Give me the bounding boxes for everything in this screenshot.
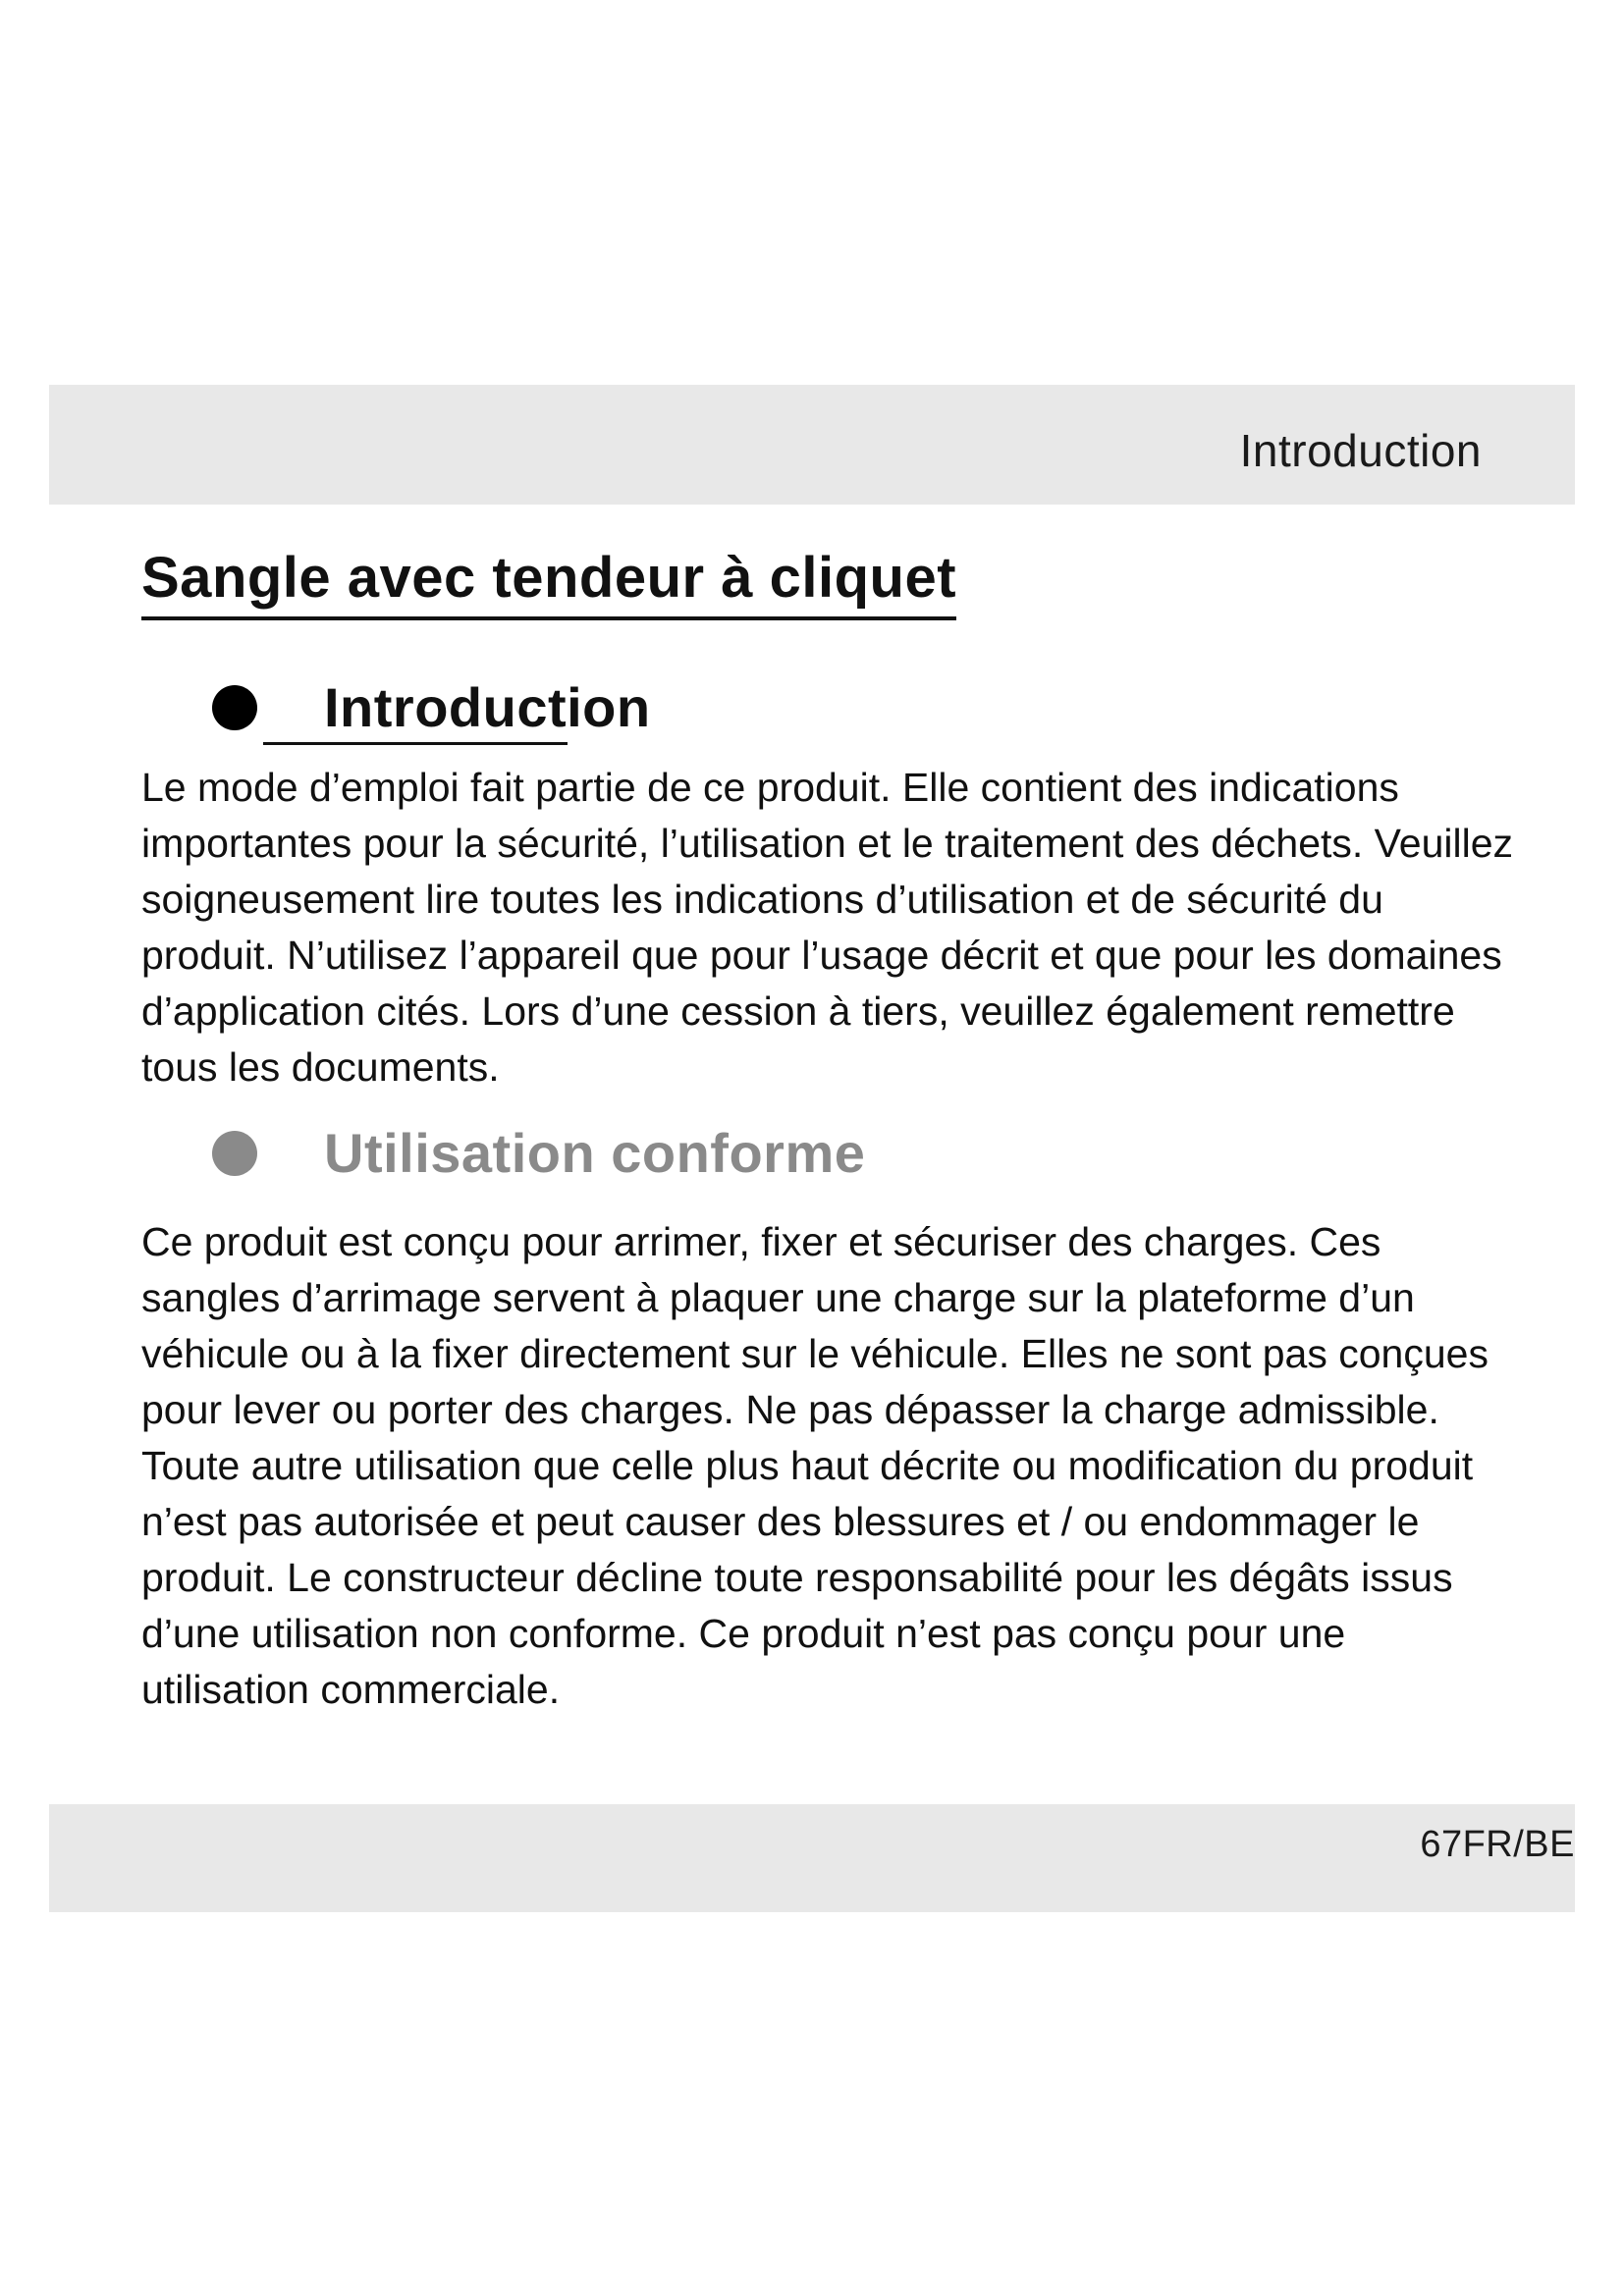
header-title: Introduction (1239, 425, 1482, 476)
bullet-icon (212, 1131, 257, 1176)
section-heading-text: Introduction (324, 676, 651, 738)
section-heading-utilisation-conforme (212, 1121, 865, 1185)
utilisation-conforme-paragraph: Ce produit est conçu pour arrimer, fixer et sécuriser des charges. Ces sangles d’arrimage servent à plaquer une charge sur la plateforme d’un véhicule ou à la fixer directement sur le véhicule. Elles ne sont pas conçues pour lever ou porter des charges. Ne pas dépasser la charge admissible. Toute autre utilisation que celle plus haut décrite ou modification du produit n’est pas autorisée et peut causer des blessures et / ou endommager le produit. Le constructeur décline toute responsabilité pour les dégâts issus d’une utilisation non conforme. Ce produit n’est pas conçu pour une utilisation commerciale. (141, 1219, 1489, 1712)
header-band (49, 385, 1575, 505)
heading-underline (263, 742, 568, 745)
section-heading-text: Utilisation conforme (324, 1122, 866, 1184)
footer-band (49, 1804, 1575, 1912)
page-number: 67FR/BE (1420, 1824, 1575, 1865)
introduction-paragraph: Le mode d’emploi fait partie de ce produit. Elle contient des indications importantes pour la sécurité, l’utilisation et le traitement des déchets. Veuillez soigneusement lire toutes les indications d’utilisation et de sécurité du produit. N’utilisez l’appareil que pour l’usage décrit et que pour les domaines d’application cités. Lors d’une cession à tiers, veuillez également remettre tous les documents. (141, 765, 1514, 1090)
document-title: Sangle avec tendeur à cliquet (141, 545, 956, 620)
section-heading-introduction (212, 675, 651, 739)
bullet-icon (212, 685, 257, 730)
